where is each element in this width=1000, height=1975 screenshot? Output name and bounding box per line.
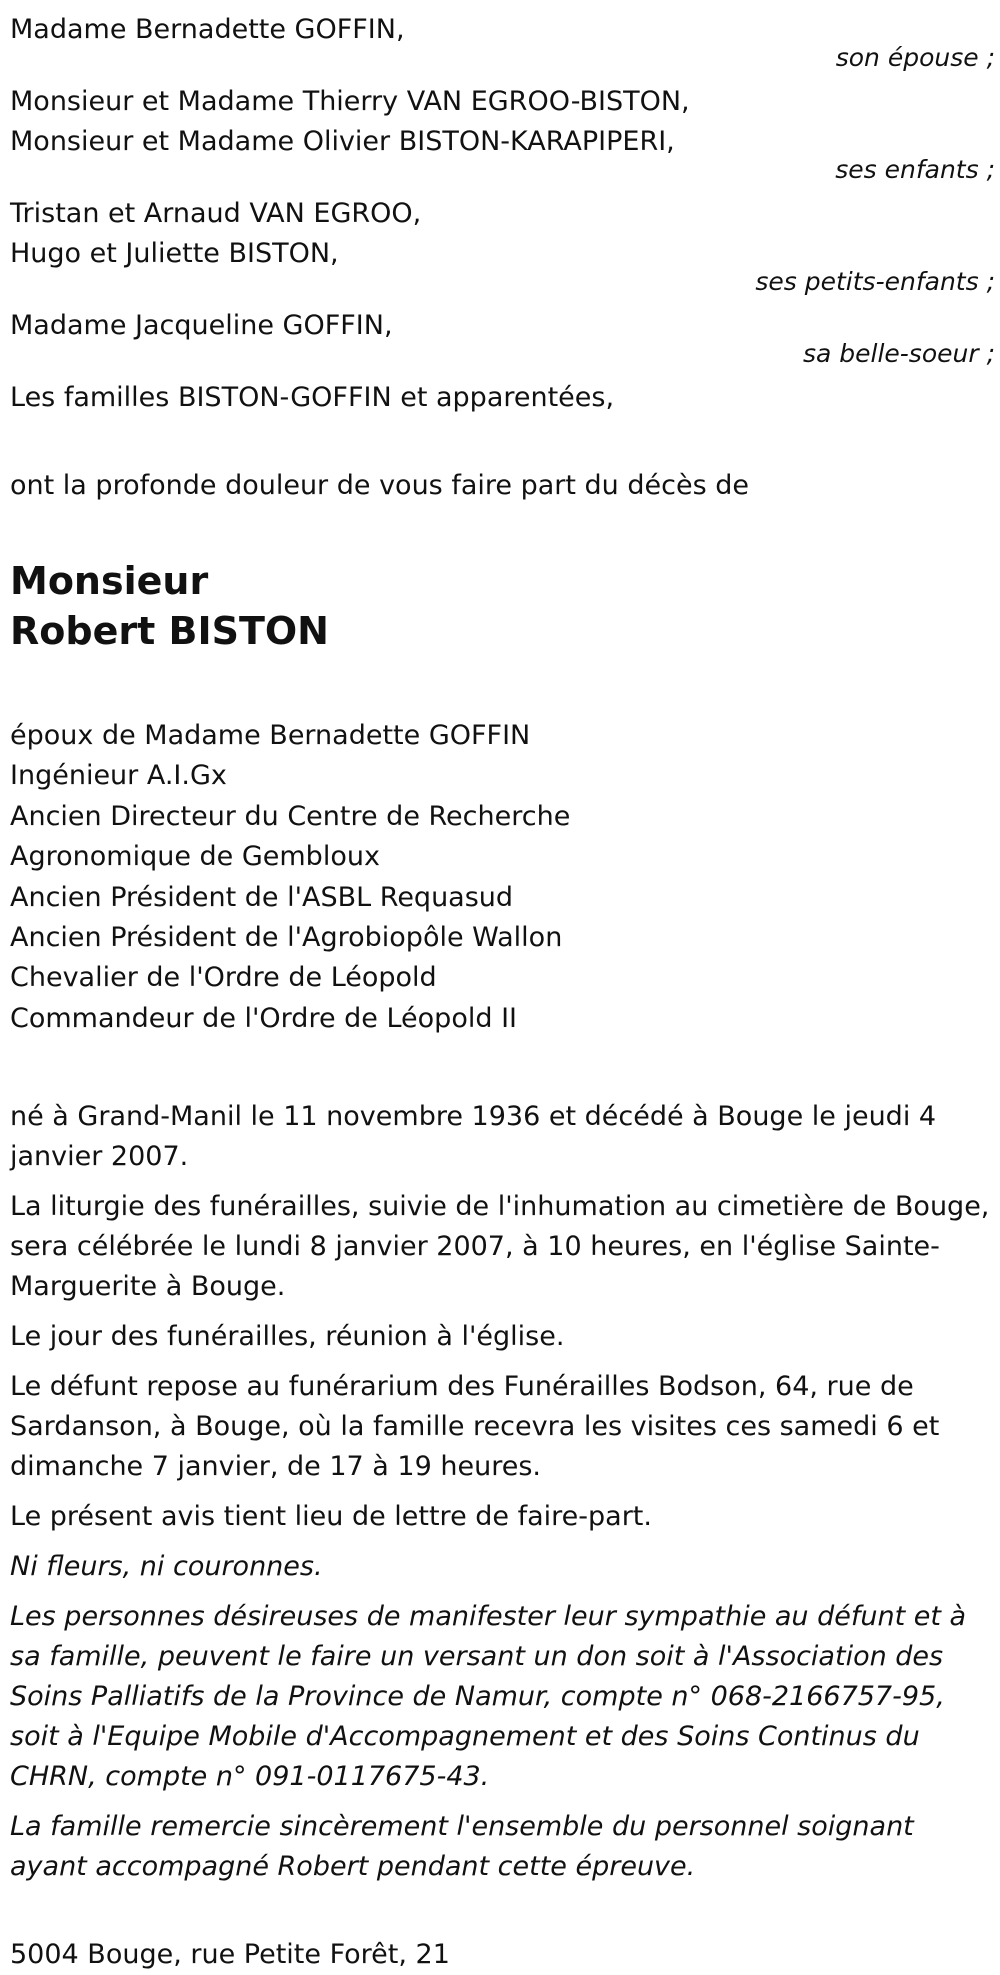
title-line: Ancien Directeur du Centre de Recherche [10, 800, 571, 832]
family-line: Hugo et Juliette BISTON, [10, 238, 339, 269]
title-line: Commandeur de l'Ordre de Léopold II [10, 1002, 517, 1034]
title-line: époux de Madame Bernadette GOFFIN [10, 720, 531, 751]
title-line: Chevalier de l'Ordre de Léopold [10, 962, 437, 994]
family-line: Madame Bernadette GOFFIN, [10, 14, 405, 45]
donation-paragraph: Les personnes désireuses de manifester leur sympathie au défunt et à sa famille, peuvent le faire un versant un don soit à l'Association des Soins Palliatifs de la Province de Namur, compte n° 068-2166757-95, soit à l'Equipe Mobile d'Accompagnement et des Soins Continus du CHRN, compte n° 091-0117675-43. [10, 1601, 967, 1793]
announcement-intro: ont la profonde douleur de vous faire part du décès de [10, 470, 749, 501]
death-notice [10, 10, 995, 1975]
deceased-name: Robert BISTON [10, 609, 329, 653]
birth-death-paragraph: né à Grand-Manil le 11 novembre 1936 et décédé à Bouge le jeudi 4 janvier 2007. [10, 1101, 937, 1173]
relation-label: son épouse ; [835, 43, 995, 72]
family-section [10, 10, 995, 418]
family-block-sister-in-law [10, 306, 995, 368]
deceased-name-block [10, 556, 995, 656]
title-line: Ancien Président de l'Agrobiopôle Wallon [10, 922, 563, 954]
relation-label: sa belle-soeur ; [802, 339, 995, 368]
funerarium-paragraph: Le défunt repose au funérarium des Funérailles Bodson, 64, rue de Sardanson, à Bouge, où la famille recevra les visites ces samedi 6 et dimanche 7 janvier, de 17 à 19 heures. [10, 1371, 940, 1483]
deceased-honorific: Monsieur [10, 559, 209, 603]
no-flowers-paragraph: Ni fleurs, ni couronnes. [10, 1551, 323, 1583]
meeting-paragraph: Le jour des funérailles, réunion à l'église. [10, 1321, 565, 1353]
body-section [10, 1097, 995, 1887]
notice-paragraph: Le présent avis tient lieu de lettre de faire-part. [10, 1501, 652, 1533]
title-line: Agronomique de Gembloux [10, 841, 380, 873]
title-line: Ancien Président de l'ASBL Requasud [10, 881, 514, 913]
family-block-grandchildren [10, 194, 995, 296]
family-block-children [10, 82, 995, 184]
address: 5004 Bouge, rue Petite Forêt, 21 [10, 1939, 450, 1971]
family-line: Madame Jacqueline GOFFIN, [10, 310, 393, 341]
relation-label: ses enfants ; [835, 155, 995, 184]
family-block-relatives [10, 378, 995, 418]
title-line: Ingénieur A.I.Gx [10, 760, 227, 792]
thanks-paragraph: La famille remercie sincèrement l'ensemble du personnel soignant ayant accompagné Robert pendant cette épreuve. [10, 1811, 914, 1883]
titles-list [10, 716, 995, 1039]
family-line: Monsieur et Madame Olivier BISTON-KARAPIPERI, [10, 126, 675, 157]
family-line: Les familles BISTON-GOFFIN et apparentées, [10, 382, 615, 413]
family-block-spouse [10, 10, 995, 72]
family-line: Monsieur et Madame Thierry VAN EGROO-BISTON, [10, 86, 690, 117]
funeral-liturgy-paragraph: La liturgie des funérailles, suivie de l'inhumation au cimetière de Bouge, sera célébrée le lundi 8 janvier 2007, à 10 heures, en l'église Sainte-Marguerite à Bouge. [10, 1191, 990, 1303]
relation-label: ses petits-enfants ; [755, 267, 995, 296]
family-line: Tristan et Arnaud VAN EGROO, [10, 198, 422, 229]
